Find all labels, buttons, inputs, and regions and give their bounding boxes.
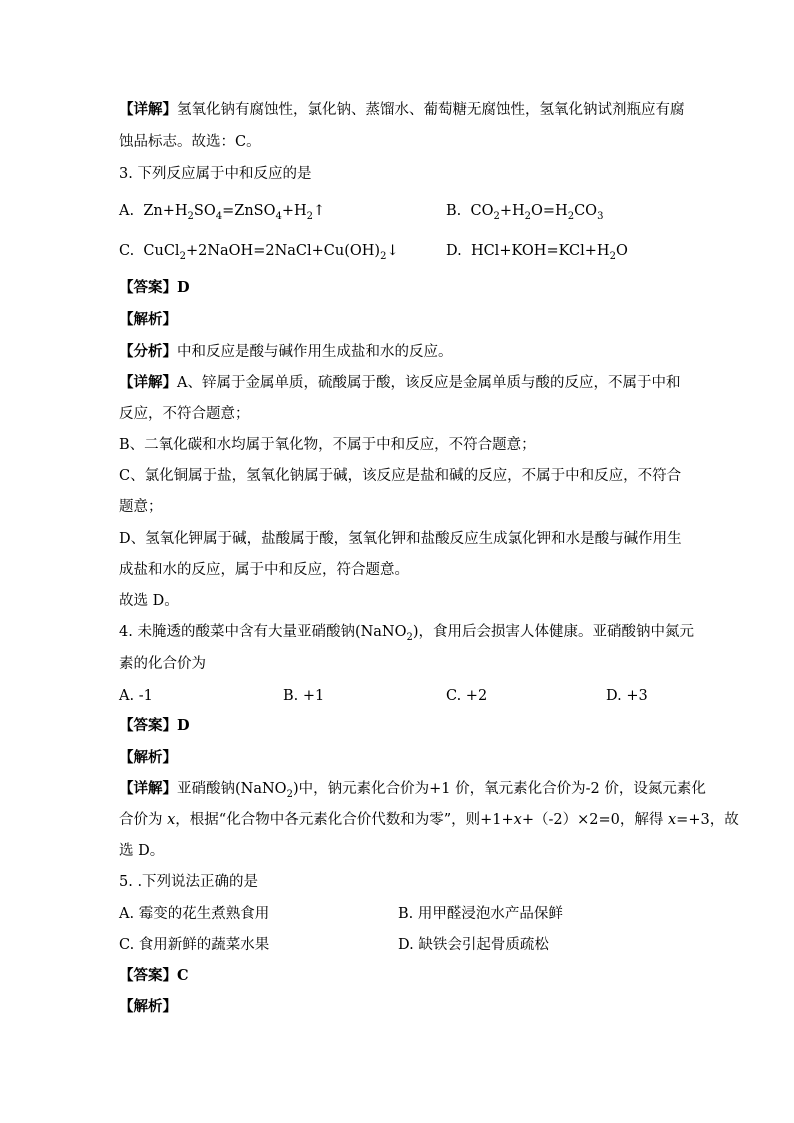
q3-detail-c-1: C、氯化铜属于盐，氢氧化钠属于碱，该反应是盐和碱的反应，不属于中和反应，不符合	[119, 468, 682, 484]
q2-detail-line-1	[119, 100, 685, 120]
q4-option-d: D. +3	[606, 688, 648, 704]
q3-detail-a-1: 【详解】A、锌属于金属单质，硫酸属于酸，该反应是金属单质与酸的反应，不属于中和	[119, 374, 681, 391]
q4-options	[119, 686, 679, 706]
q3-option-d: D. $HCl+KOH=KCl+H_2O$	[446, 243, 628, 262]
q3-detail-b: B、二氧化碳和水均属于氧化物，不属于中和反应，不符合题意；	[119, 437, 536, 453]
q4-answer: 【答案】D	[119, 717, 190, 734]
q3-fenxi: 【分析】中和反应是酸与碱作用生成盐和水的反应。	[119, 343, 453, 360]
q4-analysis-label: 【解析】	[119, 749, 177, 766]
q4-detail-line-2: 合价为 x，根据“化合物中各元素化合价代数和为零”，则+1+x+（-2）×2=0，解得 x=+3，故	[119, 812, 739, 828]
q5-option-a: A. 霉变的花生煮熟食用	[119, 906, 270, 922]
q3-detail-d-2: 成盐和水的反应，属于中和反应，符合题意。	[119, 562, 409, 578]
q5-option-c: C. 食用新鲜的蔬菜水果	[119, 937, 270, 953]
q5-options-row-1	[119, 904, 679, 924]
q3-option-c: C. $CuCl_2+2NaOH=2NaCl+Cu(OH)_2↓$	[119, 243, 399, 262]
q5-answer: 【答案】C	[119, 967, 189, 984]
q5-options-row-2	[119, 935, 679, 955]
q3-conclusion: 故选 D。	[119, 593, 179, 609]
detail-text: 氢氧化钠有腐蚀性，氯化钠、蒸馏水、葡萄糖无腐蚀性，氢氧化钠试剂瓶应有腐	[177, 102, 685, 118]
q5-option-d: D. 缺铁会引起骨质疏松	[398, 937, 549, 953]
q3-detail-c-2: 题意；	[119, 499, 163, 515]
q4-detail-line-3: 选 D。	[119, 843, 165, 859]
q2-detail-line-2: 蚀品标志。故选：C。	[119, 134, 261, 150]
q4-option-a: A. -1	[119, 688, 153, 704]
q3-options-row-2	[119, 241, 679, 261]
q3-stem: 3. 下列反应属于中和反应的是	[119, 166, 312, 182]
q3-option-a: A. $Zn+H_2SO_4=ZnSO_4+H_2↑$	[119, 203, 326, 222]
q4-stem-line-1: 4. 未腌透的酸菜中含有大量亚硝酸钠(NaNO$_2$)，食用后会损害人体健康。亚硝酸钠中氮元	[119, 624, 695, 643]
q3-option-b: B. $CO_2+H_2O=H_2CO_3$	[446, 203, 604, 222]
q4-detail-line-1: 【详解】亚硝酸钠(NaNO$_2$)中，钠元素化合价为+1 价，氧元素化合价为-2 价，设氮元素化	[119, 780, 706, 800]
q5-stem: 5. .下列说法正确的是	[119, 874, 259, 890]
q3-detail-a-2: 反应，不符合题意；	[119, 406, 250, 422]
detail-label: 【详解】	[119, 101, 177, 118]
q5-analysis-label: 【解析】	[119, 998, 177, 1015]
q5-option-b: B. 用甲醛浸泡水产品保鲜	[398, 906, 563, 922]
q3-answer: 【答案】D	[119, 279, 190, 296]
q4-option-b: B. +1	[283, 688, 325, 704]
q4-option-c: C. +2	[446, 688, 488, 704]
q4-stem-line-2: 素的化合价为	[119, 656, 206, 672]
q3-analysis-label: 【解析】	[119, 311, 177, 328]
q3-options-row-1	[119, 201, 679, 221]
q3-detail-d-1: D、氢氧化钾属于碱，盐酸属于酸，氢氧化钾和盐酸反应生成氯化钾和水是酸与碱作用生	[119, 531, 682, 547]
